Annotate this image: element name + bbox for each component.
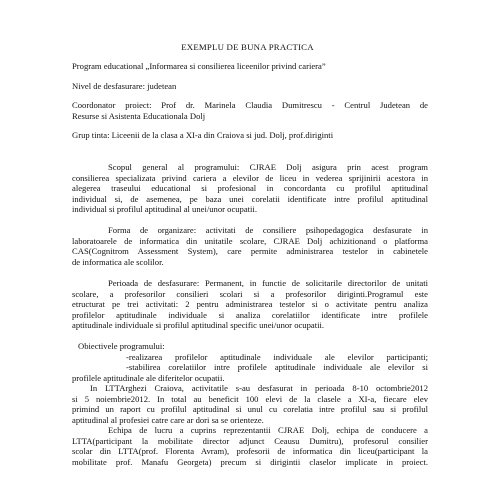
lttarghezi-line: In LTTArghezi Craiova, activitatile s-au desfasurat in perioada 8-10 octombrie2012: [90, 383, 428, 393]
document-title: EXEMPLU DE BUNA PRACTICA: [181, 42, 314, 52]
scopul-paragraph: [72, 162, 428, 215]
program-line: Program educational „Informarea si consilierea liceenilor privind cariera”: [72, 61, 326, 71]
echipa-line: mobilitate prof. Manafu Georgeta) precum si dirigintii claselor implicate in proiect.: [72, 456, 428, 467]
echipa-line: Echipa de lucru a cuprins reprezentantii CJRAE Dolj, echipa de conducere a: [108, 425, 428, 435]
obiective-heading: Obiectivele programului:: [78, 341, 165, 351]
forma-line: CAS(Cognitrom Assessment System), care permite administrarea testelor in cabinetele: [72, 246, 428, 257]
forma-line: laboratoarele de informatica din unitatile scolare, CJRAE Dolj achizitionand o platforma: [72, 235, 428, 246]
scopul-line: individual si profilul aptitudinal al unei/unor ocupatii.: [72, 204, 257, 215]
lttarghezi-line: aptitudinal al profesiei catre care ar dori sa se orienteze.: [72, 414, 264, 425]
coordonator-line-1: Coordonator proiect: Prof dr. Marinela Claudia Dumitrescu - Centrul Judetean de: [72, 100, 428, 110]
scopul-line: Scopul general al programului: CJRAE Dolj asigura prin acest program: [108, 162, 428, 172]
obiective-line: profilele aptitudinale ale diferitelor ocupatii.: [72, 372, 225, 383]
obiective-line: -realizarea profilelor aptitudinale individuale ale elevilor participanti;: [126, 351, 428, 362]
echipa-line: scolar din LTTA(prof. Florenta Avram), profesorii de informatica din liceu(participant la: [72, 446, 428, 457]
scopul-line: alegerea traseului educational si profesional in concordanta cu profilul aptitudinal: [72, 183, 428, 194]
coordonator-block: [72, 100, 428, 121]
obiective-line: -stabilirea corelatiilor intre profilele aptitudinale individuale ale elevilor si: [126, 362, 428, 373]
echipa-paragraph: [72, 425, 428, 467]
lttarghezi-line: primind un raport cu profilul aptitudinal si unul cu corelatia intre profilul sau si profilul: [72, 404, 428, 415]
forma-line: de informatica ale scolilor.: [72, 256, 164, 267]
perioada-line: aptitudinale individuale si profilul aptitudinal specific unei/unor ocupatii.: [72, 320, 325, 331]
grup-tinta-line: Grup tinta: Liceenii de la clasa a XI-a din Craiova si jud. Dolj, prof.diriginti: [72, 130, 334, 140]
scopul-line: individual si, de asemenea, pe baza unei corelatii identificate intre profilul aptitudinal: [72, 193, 428, 204]
scopul-line: consilierea specializata privind cariera a elevilor de liceu in vederea sprijinirii acestora in: [72, 172, 428, 183]
perioada-line: scolare, a profesorilor consilieri scolari si a profesorilor diriginti.Programul este: [72, 288, 428, 299]
perioada-line: profilelor aptitudinale individuale si analiza corelatiilor identificate intre profilele: [72, 309, 428, 320]
lttarghezi-line: si 5 noiembrie2012. In total au beneficit 100 elevi de la clasele a XI-a, fiecare elev: [72, 393, 428, 404]
coordonator-line-2: Resurse si Asistenta Educationala Dolj: [72, 110, 206, 121]
lttarghezi-paragraph: [72, 383, 428, 425]
nivel-line: Nivel de desfasurare: judetean: [72, 81, 177, 91]
forma-line: Forma de organizare: activitati de consiliere psihopedagogica desfasurate in: [108, 225, 428, 235]
echipa-line: LTTA(participant la mobilitate director adjunct Ceausu Dumitru), profesorul consilier: [72, 435, 428, 446]
obiective-paragraph: [72, 341, 428, 383]
perioada-line: Perioada de desfasurare: Permanent, in functie de solicitarile directorilor de unitati: [108, 278, 428, 288]
forma-paragraph: [72, 225, 428, 267]
perioada-line: etructurat pe trei activitati: 2 pentru administrarea testelor si o activitate pentru analiza: [72, 299, 428, 310]
perioada-paragraph: [72, 278, 428, 331]
